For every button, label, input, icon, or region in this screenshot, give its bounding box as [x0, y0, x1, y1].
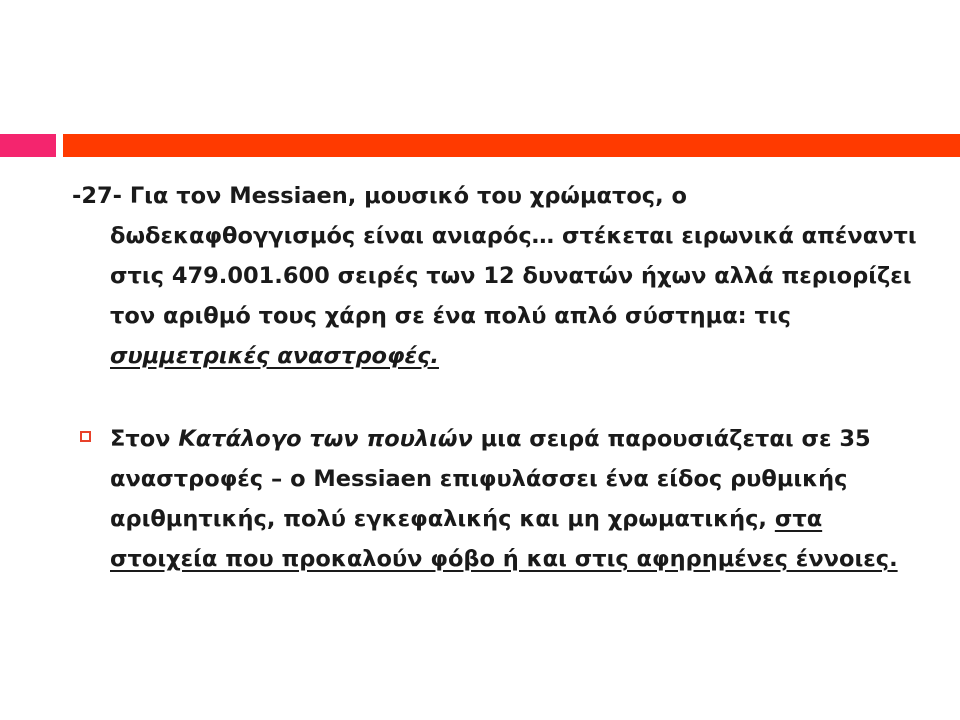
bullet-part2: μια σειρά παρουσιάζεται σε 35 αναστροφές – ο Messiaen επιφυλάσσει ένα είδος ρυθμικής αριθμητικής, πολύ εγκεφαλικής και μη χρωματικής,: [110, 426, 871, 532]
slide-body: [72, 176, 932, 579]
paragraph-messiaen-serialism: [72, 176, 932, 376]
bullet-underlined-phrase: στα στοιχεία που προκαλούν φόβο ή και στις αφηρημένες έννοιες.: [110, 506, 898, 572]
paragraph1-underlined-term: συμμετρικές αναστροφές.: [110, 343, 439, 369]
paragraph1-lead: -27- Για τον Messiaen, μουσικό του χρώματος, ο δωδεκαφθογγισμός είναι ανιαρός… στέκεται ειρωνικά απέναντι στις 479.001.600 σειρές των 12 δυνατών ήχων αλλά περιορίζει τον αριθμό τους χάρη σε ένα πολύ απλό σύστημα: τις: [72, 183, 917, 329]
accent-bar-right: [63, 134, 960, 157]
accent-bar-left: [0, 134, 56, 157]
bullet-part1: Στον: [110, 426, 179, 452]
bullet-text: [72, 419, 932, 579]
square-bullet-icon: [80, 431, 91, 442]
bullet-italic-title: Κατάλογο των πουλιών: [178, 426, 473, 452]
bullet-item-catalogue: [72, 419, 932, 579]
